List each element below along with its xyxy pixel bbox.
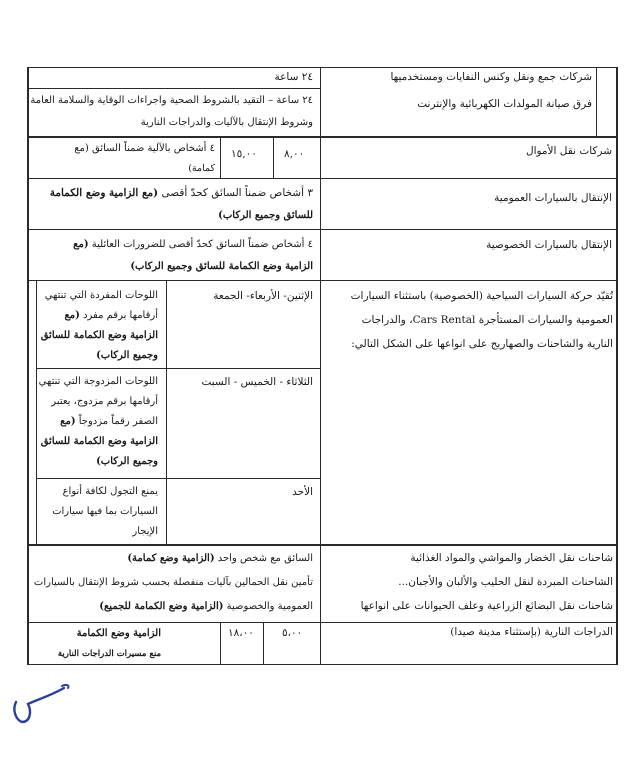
rotation-rule-1-plain: اللوحات المفردة التي تنتهي أرقامها برقم مفرد (44, 290, 158, 321)
rotation-days-2: الثلاثاء - الخميس - السبت (201, 376, 313, 388)
moto-condition-2: منع مسيرات الدراجات النارية (57, 649, 161, 659)
private-condition-bold: (مع (73, 239, 89, 250)
money-category: شركات نقل الأموال (525, 145, 612, 157)
maintenance-condition-line1: ٢٤ ساعة – التقيد بالشروط الصحية واجراءات الوقاية والسلامة العامة (30, 95, 313, 106)
rotation-line-2 (36, 478, 321, 479)
private-category: الإنتقال بالسيارات الخصوصية (486, 239, 612, 251)
maintenance-category: فرق صيانة المولدات الكهربائية والإنترنت (417, 98, 592, 110)
private-condition-line1 (73, 236, 313, 253)
rotation-rule-2 (34, 372, 158, 472)
moto-value-a: ٥،٠٠ (282, 627, 303, 639)
private-condition-plain: ٤ أشخاص ضمناً السائق كحدّ أقصى للضرورات العائلية (88, 239, 313, 250)
moto-divider-1 (220, 622, 221, 664)
trucks-category-line3: شاحنات نقل البضائع الزراعية وعلف الحيوانات على انواعها (360, 600, 613, 612)
moto-category: الدراجات النارية (بإستثناء مدينة صيدا) (450, 626, 613, 638)
public-condition-bold: (مع الزامية وضع الكمامة (49, 187, 159, 199)
moto-condition-1: الزامية وضع الكمامة (76, 628, 161, 639)
row-line-1 (27, 88, 321, 89)
money-value-b: ٨,٠٠ (284, 148, 305, 160)
row-line-6 (27, 544, 618, 546)
rotation-rule-1-bold: (مع الزامية وضع الكمامة للسائق وجميع الركاب) (40, 310, 158, 361)
rotation-line-1 (36, 368, 321, 369)
maintenance-condition-line2: وشروط الإنتقال بالآليات والدراجات النارية (140, 117, 313, 128)
money-divider-2 (273, 137, 274, 178)
trucks-condition-2: تأمين نقل الحمالين بآليات منفصلة بحسب شروط الإنتقال بالسيارات (33, 577, 313, 588)
trucks-condition-1-plain: السائق مع شخص واحد (214, 553, 313, 564)
private-condition-line2: الزامية وضع الكمامة للسائق وجميع الركاب) (130, 261, 313, 272)
signature-image (10, 682, 76, 726)
row-line-3 (27, 178, 618, 179)
public-category: الإنتقال بالسيارات العمومية (494, 192, 612, 204)
money-value-a: ١٥,٠٠ (231, 148, 257, 160)
rotation-rule-3: يمنع التجول لكافة أنواع السيارات بما فيها سيارات الإيجار (52, 486, 158, 537)
trucks-condition-3 (99, 598, 313, 615)
row-line-top (27, 67, 618, 68)
rotation-rule-2-bold: (مع الزامية وضع الكمامة للسائق وجميع الركاب) (40, 416, 158, 467)
moto-value-b: ١٨،٠٠ (228, 627, 254, 639)
waste-condition: ٢٤ ساعة (274, 71, 313, 83)
money-condition-line1: ٤ أشخاص بالآلية ضمناً السائق (مع (74, 143, 215, 154)
trucks-condition-1-bold: (الزامية وضع كمامة) (127, 553, 215, 564)
rotation-rule-1 (34, 286, 158, 366)
trucks-condition-3-bold: (الزامية وضع الكمامة للجميع) (99, 601, 224, 612)
row-line-7 (27, 622, 618, 623)
public-condition-line2: للسائق وجميع الركاب) (218, 210, 313, 221)
table-left-border (27, 67, 29, 665)
trucks-category-line1: شاحنات نقل الخضار والمواشي والمواد الغذائية (410, 552, 613, 564)
public-condition-line1 (50, 185, 313, 202)
rotation-description: تُقيّد حركة السيارات السياحية (الخصوصية) باستثناء السيارات العمومية والسيارات المستأجرة Cars Rental، والدراجات النارية والشاحنات والصهاريج على انواعها على الشكل التالي: (350, 290, 613, 350)
row-line-5 (27, 280, 618, 281)
public-condition-plain: ٣ أشخاص ضمناً السائق كحدّ أقصى (158, 187, 313, 199)
rotation-rule-2-plain: اللوحات المزدوجة التي تنتهي أرقامها برقم مزدوج، يعتبر الصفر رقماً مزدوجاً (38, 376, 158, 427)
money-divider-1 (220, 137, 221, 178)
row-line-2 (27, 136, 618, 138)
column-divider (320, 67, 321, 665)
waste-category: شركات جمع ونقل وكنس النفايات ومستخدميها (390, 71, 592, 83)
trucks-condition-1 (127, 550, 313, 567)
rotation-days-3: الأحد (292, 486, 313, 498)
row-line-4 (27, 229, 618, 230)
trucks-category-line2: الشاحنات المبردة لنقل الحليب والألبان والأجبان... (398, 576, 613, 588)
rotation-days-1: الإثنين- الأربعاء- الجمعة (213, 290, 313, 302)
table-right-border (616, 67, 618, 665)
money-condition-line2: كمامة) (188, 163, 215, 174)
trucks-condition-3-plain: العمومية والخصوصية (223, 601, 313, 612)
inner-right-margin (596, 67, 597, 136)
moto-divider-2 (263, 622, 264, 664)
row-line-bottom (27, 664, 618, 665)
rotation-inner-divider (166, 280, 167, 544)
